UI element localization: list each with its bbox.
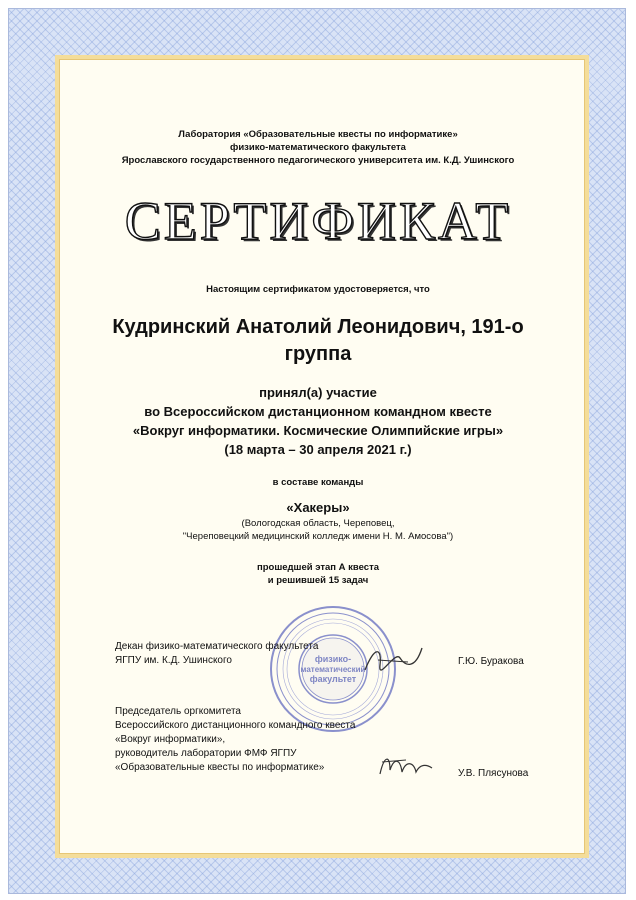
chair-line2: Всероссийского дистанционного командного квеста: [115, 720, 356, 731]
dean-signature: [360, 640, 430, 680]
team-block: [0, 498, 636, 543]
svg-text:факультет: факультет: [309, 674, 357, 684]
certifies-text: Настоящим сертификатом удостоверяется, что: [206, 284, 430, 295]
participation-block: [0, 383, 636, 459]
result-line2: и решившей 15 задач: [267, 575, 369, 586]
result-line1: прошедшей этап А квеста: [256, 562, 380, 573]
recipient-name: [0, 314, 636, 368]
dean-line2: ЯГПУ им. К.Д. Ушинского: [115, 655, 232, 666]
team-organization: "Череповецкий медицинский колледж имени Н. М. Амосова"): [182, 531, 454, 542]
participation-line1: принял(а) участие: [259, 385, 377, 400]
participation-line3: «Вокруг информатики. Космические Олимпийские игры»: [132, 423, 504, 438]
result-block: [0, 561, 636, 587]
svg-text:математический: математический: [300, 665, 366, 674]
chair-name: У.В. Плясунова: [458, 768, 529, 779]
svg-text:физико-: физико-: [314, 654, 352, 664]
recipient-line1: Кудринский Анатолий Леонидович, 191-о: [112, 316, 524, 338]
dean-line1: Декан физико-математического факультета: [115, 641, 319, 652]
chair-line4: руководитель лаборатории ФМФ ЯГПУ: [115, 748, 297, 759]
header-lab: Лаборатория «Образовательные квесты по информатике»: [178, 129, 458, 140]
team-name: «Хакеры»: [286, 500, 350, 515]
recipient-line2: группа: [284, 343, 352, 365]
header-block: [0, 128, 636, 167]
chair-line3: «Вокруг информатики»,: [115, 734, 226, 745]
team-region: (Вологодская область, Череповец,: [241, 518, 395, 529]
participation-line2: во Всероссийском дистанционном командном квесте: [144, 404, 492, 419]
chair-line5: «Образовательные квесты по информатике»: [115, 762, 325, 773]
header-faculty: физико-математического факультета: [230, 142, 406, 153]
certificate-title: СЕРТИФИКАТ: [124, 191, 512, 251]
chair-line1: Председатель оргкомитета: [115, 706, 241, 717]
participation-dates: (18 марта – 30 апреля 2021 г.): [224, 442, 412, 457]
chair-title: [115, 705, 355, 775]
header-university: Ярославского государственного педагогического университета им. К.Д. Ушинского: [121, 155, 515, 166]
dean-name: Г.Ю. Буракова: [458, 656, 524, 667]
chair-signature: [376, 748, 436, 784]
dean-title: [115, 640, 318, 668]
team-intro: в составе команды: [272, 477, 364, 488]
